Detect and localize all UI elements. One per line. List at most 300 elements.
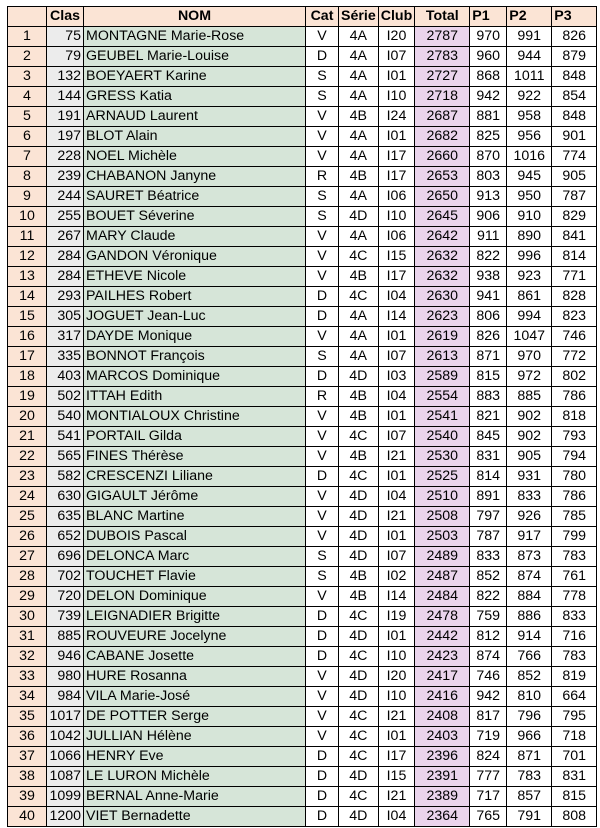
cell-p1: 817 [470,707,507,727]
cell-serie: 4A [339,347,379,367]
cell-serie: 4C [339,427,379,447]
cell-clas: 144 [47,87,84,107]
cell-total: 2408 [415,707,470,727]
cell-nom: DELONCA Marc [84,547,306,567]
cell-clas: 79 [47,47,84,67]
cell-rank: 3 [8,67,47,87]
table-row [8,487,597,507]
cell-total: 2632 [415,247,470,267]
cell-rank: 26 [8,527,47,547]
cell-clas: 1017 [47,707,84,727]
table-row [8,167,597,187]
cell-total: 2416 [415,687,470,707]
cell-cat: S [306,347,339,367]
cell-nom: CABANE Josette [84,647,306,667]
header-clas: Clas [47,7,84,27]
cell-total: 2442 [415,627,470,647]
cell-nom: GRESS Katia [84,87,306,107]
cell-club: I01 [378,407,415,427]
cell-p1: 845 [470,427,507,447]
cell-club: I01 [378,527,415,547]
cell-club: I17 [378,147,415,167]
cell-p1: 911 [470,227,507,247]
table-row [8,247,597,267]
cell-serie: 4B [339,107,379,127]
cell-rank: 32 [8,647,47,667]
cell-serie: 4C [339,467,379,487]
cell-clas: 305 [47,307,84,327]
cell-nom: HURE Rosanna [84,667,306,687]
cell-rank: 25 [8,507,47,527]
cell-p2: 810 [507,687,552,707]
cell-club: I01 [378,67,415,87]
cell-p2: 931 [507,467,552,487]
cell-p3: 802 [552,367,597,387]
cell-p2: 914 [507,627,552,647]
cell-club: I07 [378,427,415,447]
cell-serie: 4D [339,767,379,787]
cell-club: I20 [378,667,415,687]
header-p1: P1 [470,7,507,27]
cell-club: I14 [378,587,415,607]
cell-serie: 4D [339,667,379,687]
cell-p2: 1047 [507,327,552,347]
header-rank [8,7,47,27]
cell-total: 2391 [415,767,470,787]
cell-p2: 857 [507,787,552,807]
cell-rank: 15 [8,307,47,327]
cell-p3: 819 [552,667,597,687]
cell-nom: CHABANON Janyne [84,167,306,187]
cell-cat: V [306,587,339,607]
cell-total: 2619 [415,327,470,347]
cell-serie: 4A [339,87,379,107]
cell-nom: MARCOS Dominique [84,367,306,387]
cell-serie: 4D [339,507,379,527]
table-row [8,407,597,427]
table-row [8,527,597,547]
cell-club: I10 [378,687,415,707]
results-table [7,6,597,827]
cell-total: 2727 [415,67,470,87]
table-row [8,627,597,647]
cell-cat: D [306,647,339,667]
table-row [8,327,597,347]
cell-p2: 902 [507,407,552,427]
cell-cat: S [306,567,339,587]
cell-total: 2484 [415,587,470,607]
cell-serie: 4D [339,627,379,647]
cell-p3: 854 [552,87,597,107]
cell-cat: D [306,747,339,767]
cell-total: 2642 [415,227,470,247]
cell-total: 2423 [415,647,470,667]
cell-serie: 4D [339,807,379,827]
cell-clas: 720 [47,587,84,607]
cell-cat: V [306,487,339,507]
cell-p1: 833 [470,547,507,567]
cell-nom: MONTAGNE Marie-Rose [84,27,306,47]
cell-total: 2541 [415,407,470,427]
cell-club: I07 [378,347,415,367]
cell-cat: V [306,407,339,427]
cell-p3: 780 [552,467,597,487]
cell-cat: V [306,727,339,747]
cell-cat: S [306,67,339,87]
cell-nom: SAURET Béatrice [84,187,306,207]
cell-cat: V [306,227,339,247]
cell-p3: 716 [552,627,597,647]
cell-club: I01 [378,727,415,747]
cell-rank: 36 [8,727,47,747]
cell-p2: 994 [507,307,552,327]
cell-serie: 4C [339,727,379,747]
cell-clas: 541 [47,427,84,447]
cell-p3: 848 [552,67,597,87]
cell-p3: 828 [552,287,597,307]
cell-serie: 4A [339,127,379,147]
cell-p3: 829 [552,207,597,227]
table-row [8,47,597,67]
cell-serie: 4C [339,247,379,267]
cell-club: I01 [378,627,415,647]
cell-rank: 17 [8,347,47,367]
cell-p2: 945 [507,167,552,187]
cell-p3: 783 [552,647,597,667]
cell-clas: 335 [47,347,84,367]
cell-p2: 884 [507,587,552,607]
cell-p2: 966 [507,727,552,747]
table-row [8,27,597,47]
cell-nom: CRESCENZI Liliane [84,467,306,487]
cell-cat: S [306,207,339,227]
cell-rank: 27 [8,547,47,567]
cell-rank: 28 [8,567,47,587]
table-row [8,347,597,367]
cell-serie: 4D [339,547,379,567]
cell-clas: 652 [47,527,84,547]
cell-rank: 21 [8,427,47,447]
cell-cat: V [306,327,339,347]
cell-club: I04 [378,287,415,307]
cell-p1: 812 [470,627,507,647]
cell-p1: 765 [470,807,507,827]
cell-rank: 34 [8,687,47,707]
cell-total: 2396 [415,747,470,767]
cell-p3: 823 [552,307,597,327]
cell-rank: 18 [8,367,47,387]
cell-clas: 1042 [47,727,84,747]
cell-p1: 787 [470,527,507,547]
cell-nom: PORTAIL Gilda [84,427,306,447]
cell-p1: 960 [470,47,507,67]
table-row [8,447,597,467]
cell-cat: D [306,287,339,307]
cell-serie: 4A [339,67,379,87]
cell-total: 2554 [415,387,470,407]
cell-p3: 833 [552,607,597,627]
cell-rank: 24 [8,487,47,507]
header-p3: P3 [552,7,597,27]
cell-rank: 20 [8,407,47,427]
cell-p3: 785 [552,507,597,527]
cell-p1: 874 [470,647,507,667]
cell-p1: 825 [470,127,507,147]
cell-clas: 696 [47,547,84,567]
cell-total: 2632 [415,267,470,287]
cell-p3: 905 [552,167,597,187]
table-row [8,567,597,587]
cell-p1: 938 [470,267,507,287]
cell-cat: D [306,607,339,627]
table-row [8,587,597,607]
cell-p3: 795 [552,707,597,727]
cell-serie: 4D [339,527,379,547]
cell-p1: 906 [470,207,507,227]
cell-rank: 11 [8,227,47,247]
cell-p3: 783 [552,547,597,567]
cell-p1: 797 [470,507,507,527]
cell-p3: 793 [552,427,597,447]
cell-p1: 870 [470,147,507,167]
cell-total: 2508 [415,507,470,527]
cell-rank: 35 [8,707,47,727]
cell-p1: 759 [470,607,507,627]
cell-rank: 14 [8,287,47,307]
cell-p3: 746 [552,327,597,347]
cell-p3: 786 [552,487,597,507]
table-row [8,127,597,147]
cell-p1: 815 [470,367,507,387]
cell-p1: 871 [470,347,507,367]
cell-clas: 1066 [47,747,84,767]
cell-p2: 902 [507,427,552,447]
cell-serie: 4C [339,647,379,667]
cell-serie: 4A [339,327,379,347]
cell-cat: D [306,767,339,787]
cell-rank: 2 [8,47,47,67]
cell-nom: GEUBEL Marie-Louise [84,47,306,67]
cell-club: I07 [378,547,415,567]
cell-p3: 761 [552,567,597,587]
cell-serie: 4A [339,227,379,247]
cell-serie: 4B [339,567,379,587]
cell-p1: 824 [470,747,507,767]
cell-cat: D [306,467,339,487]
cell-total: 2650 [415,187,470,207]
table-row [8,67,597,87]
cell-clas: 946 [47,647,84,667]
cell-nom: DAYDE Monique [84,327,306,347]
cell-p2: 833 [507,487,552,507]
cell-p2: 861 [507,287,552,307]
cell-serie: 4A [339,307,379,327]
cell-rank: 39 [8,787,47,807]
cell-p2: 796 [507,707,552,727]
table-row [8,727,597,747]
cell-p1: 868 [470,67,507,87]
cell-total: 2630 [415,287,470,307]
header-p2: P2 [507,7,552,27]
table-row [8,647,597,667]
cell-club: I10 [378,207,415,227]
cell-nom: JOGUET Jean-Luc [84,307,306,327]
cell-clas: 255 [47,207,84,227]
cell-nom: VIET Bernadette [84,807,306,827]
cell-cat: D [306,47,339,67]
cell-clas: 630 [47,487,84,507]
cell-p1: 942 [470,687,507,707]
cell-clas: 502 [47,387,84,407]
cell-total: 2589 [415,367,470,387]
cell-club: I21 [378,447,415,467]
cell-p1: 970 [470,27,507,47]
header-row [8,7,597,27]
cell-p3: 841 [552,227,597,247]
cell-p1: 746 [470,667,507,687]
table-row [8,387,597,407]
cell-nom: BOUET Séverine [84,207,306,227]
cell-rank: 38 [8,767,47,787]
cell-p3: 664 [552,687,597,707]
cell-cat: S [306,547,339,567]
cell-serie: 4C [339,287,379,307]
cell-p2: 950 [507,187,552,207]
cell-p1: 719 [470,727,507,747]
table-row [8,367,597,387]
cell-p3: 901 [552,127,597,147]
cell-serie: 4B [339,407,379,427]
cell-p2: 1011 [507,67,552,87]
cell-serie: 4B [339,167,379,187]
table-row [8,267,597,287]
cell-total: 2783 [415,47,470,67]
cell-p1: 883 [470,387,507,407]
cell-clas: 984 [47,687,84,707]
cell-rank: 22 [8,447,47,467]
cell-p3: 787 [552,187,597,207]
cell-cat: S [306,187,339,207]
cell-rank: 16 [8,327,47,347]
cell-p3: 848 [552,107,597,127]
cell-p3: 774 [552,147,597,167]
cell-p2: 874 [507,567,552,587]
table-row [8,687,597,707]
table-row [8,227,597,247]
cell-rank: 33 [8,667,47,687]
cell-p3: 799 [552,527,597,547]
cell-clas: 635 [47,507,84,527]
cell-nom: LE LURON Michèle [84,767,306,787]
cell-p3: 778 [552,587,597,607]
cell-nom: MONTIALOUX Christine [84,407,306,427]
cell-p1: 822 [470,247,507,267]
table-row [8,707,597,727]
cell-total: 2645 [415,207,470,227]
cell-rank: 29 [8,587,47,607]
cell-total: 2687 [415,107,470,127]
cell-nom: NOEL Michèle [84,147,306,167]
cell-total: 2364 [415,807,470,827]
cell-cat: V [306,267,339,287]
table-row [8,147,597,167]
header-cat: Cat [306,7,339,27]
cell-nom: DELON Dominique [84,587,306,607]
cell-total: 2478 [415,607,470,627]
table-row [8,807,597,827]
cell-cat: V [306,127,339,147]
table-row [8,607,597,627]
cell-club: I24 [378,107,415,127]
cell-total: 2510 [415,487,470,507]
cell-clas: 317 [47,327,84,347]
cell-clas: 293 [47,287,84,307]
cell-rank: 13 [8,267,47,287]
cell-cat: D [306,307,339,327]
cell-p3: 786 [552,387,597,407]
table-row [8,467,597,487]
cell-p1: 717 [470,787,507,807]
cell-rank: 30 [8,607,47,627]
cell-total: 2613 [415,347,470,367]
cell-total: 2489 [415,547,470,567]
cell-p3: 815 [552,787,597,807]
cell-club: I01 [378,127,415,147]
cell-clas: 1200 [47,807,84,827]
cell-rank: 5 [8,107,47,127]
cell-rank: 4 [8,87,47,107]
cell-total: 2503 [415,527,470,547]
cell-cat: V [306,707,339,727]
cell-p2: 956 [507,127,552,147]
cell-p2: 958 [507,107,552,127]
cell-cat: D [306,807,339,827]
cell-club: I15 [378,247,415,267]
cell-p2: 873 [507,547,552,567]
cell-p1: 831 [470,447,507,467]
table-row [8,187,597,207]
cell-rank: 12 [8,247,47,267]
cell-club: I06 [378,187,415,207]
table-row [8,87,597,107]
cell-clas: 739 [47,607,84,627]
cell-club: I04 [378,807,415,827]
cell-serie: 4A [339,47,379,67]
cell-cat: V [306,527,339,547]
cell-serie: 4B [339,267,379,287]
cell-club: I17 [378,267,415,287]
table-row [8,747,597,767]
cell-p1: 913 [470,187,507,207]
table-row [8,427,597,447]
cell-p2: 1016 [507,147,552,167]
cell-clas: 284 [47,267,84,287]
cell-cat: V [306,667,339,687]
cell-total: 2653 [415,167,470,187]
table-body [8,27,597,827]
cell-clas: 239 [47,167,84,187]
cell-p2: 871 [507,747,552,767]
cell-cat: V [306,247,339,267]
cell-clas: 267 [47,227,84,247]
cell-p3: 814 [552,247,597,267]
cell-serie: 4A [339,187,379,207]
table-row [8,307,597,327]
cell-p3: 772 [552,347,597,367]
cell-clas: 197 [47,127,84,147]
cell-rank: 10 [8,207,47,227]
table-row [8,287,597,307]
